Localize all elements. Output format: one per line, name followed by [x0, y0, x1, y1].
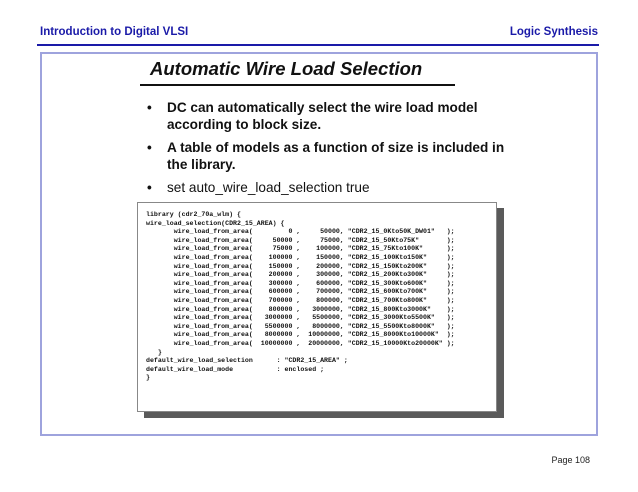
title-underline [140, 84, 455, 86]
course-title: Introduction to Digital VLSI [40, 26, 189, 38]
code-line: wire_load_from_area( 200000 , 300000, "CDR2_15_200Kto300K" ); [146, 271, 455, 279]
page-number: Page 108 [551, 455, 590, 465]
code-line: } [146, 348, 162, 356]
code-line: wire_load_from_area( 150000 , 200000, "CDR2_15_150Kto200K" ); [146, 262, 455, 270]
code-line: default_wire_load_mode : enclosed ; [146, 365, 325, 373]
code-line: wire_load_from_area( 3000000 , 5500000, "CDR2_15_3000Kto5500K" ); [146, 314, 455, 322]
bullet-item [147, 139, 527, 173]
code-line: wire_load_from_area( 700000 , 800000, "CDR2_15_700Kto800K" ); [146, 296, 455, 304]
bullet-dot-icon: • [147, 100, 152, 115]
code-line: wire_load_from_area( 8000000 , 10000000, "CDR2_15_8000Kto10000K" ); [146, 331, 455, 339]
code-line: wire_load_from_area( 50000 , 75000, "CDR2_15_50Kto75K" ); [146, 236, 455, 244]
chapter-title: Logic Synthesis [509, 26, 598, 38]
bullet-dot-icon: • [147, 180, 152, 195]
slide-title: Automatic Wire Load Selection [150, 58, 423, 79]
code-line: wire_load_from_area( 600000 , 700000, "CDR2_15_600Kto700K" ); [146, 288, 455, 296]
code-line: wire_load_from_area( 5500000 , 8000000, "CDR2_15_5500Kto8000K" ); [146, 322, 455, 330]
code-line: } [146, 374, 150, 382]
code-line: wire_load_selection(CDR2_15_AREA) { [146, 219, 285, 227]
bullet-list [147, 99, 527, 202]
header-divider [37, 44, 599, 46]
bullet-text: DC can automatically select the wire load model according to block size. [167, 100, 478, 132]
code-line: wire_load_from_area( 300000 , 600000, "CDR2_15_300Kto600K" ); [146, 279, 455, 287]
bullet-dot-icon: • [147, 140, 152, 155]
code-line: wire_load_from_area( 100000 , 150000, "CDR2_15_100Kto150K" ); [146, 253, 455, 261]
code-listing [146, 211, 455, 383]
code-line: wire_load_from_area( 0 , 50000, "CDR2_15_0Kto50K_DW01" ); [146, 228, 455, 236]
bullet-item [147, 179, 527, 196]
bullet-item [147, 99, 527, 133]
code-line: library (cdr2_70a_wlm) { [146, 211, 241, 218]
code-line: wire_load_from_area( 800000 , 3000000, "CDR2_15_800Kto3000K" ); [146, 305, 455, 313]
code-line: default_wire_load_selection : "CDR2_15_AREA" ; [146, 357, 348, 365]
code-line: wire_load_from_area( 75000 , 100000, "CDR2_15_75Kto100K" ); [146, 245, 455, 253]
code-line: wire_load_from_area( 10000000 , 20000000, "CDR2_15_10000Kto20000K" ); [146, 339, 455, 347]
bullet-text: set auto_wire_load_selection true [167, 180, 370, 195]
bullet-text: A table of models as a function of size is included in the library. [167, 140, 505, 172]
